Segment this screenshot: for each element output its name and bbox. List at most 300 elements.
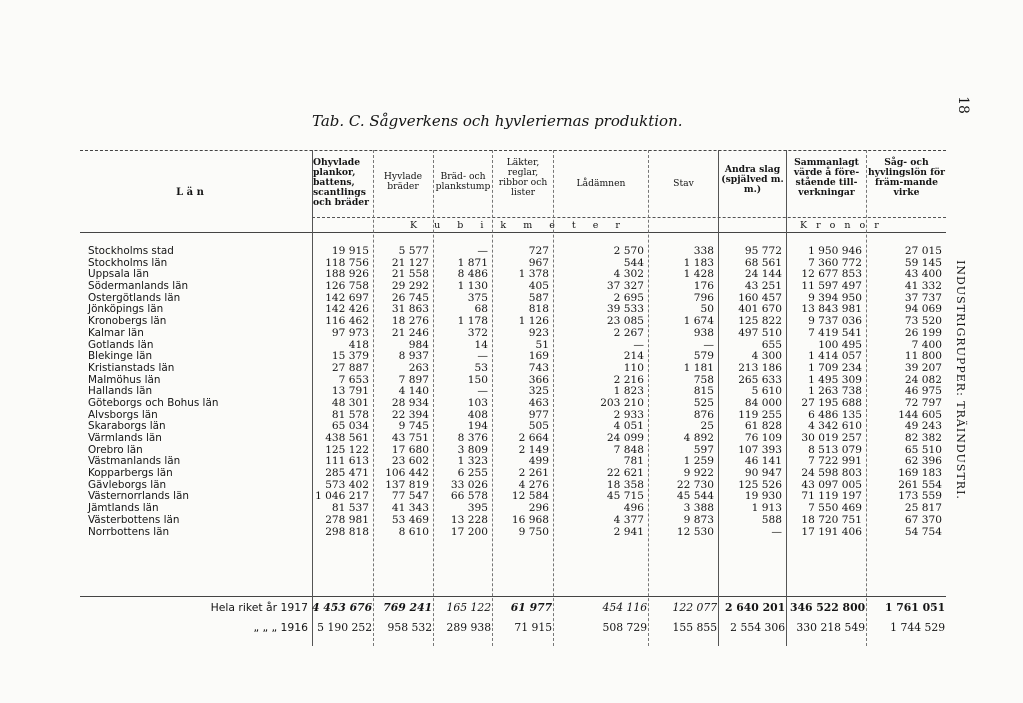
stav-value: 45 544	[676, 491, 714, 503]
stav-value: 1 181	[683, 362, 714, 374]
lakter-value: 743	[528, 362, 549, 374]
hyvlade-value: 26 745	[391, 292, 429, 304]
sag-value: 24 082	[904, 374, 942, 386]
sammanlagt-value: 17 191 406	[801, 526, 862, 538]
brad-value: 13 228	[450, 514, 488, 526]
stav-value: 579	[693, 351, 714, 363]
table-row	[80, 445, 946, 457]
county-name: Stockholms län	[88, 257, 168, 269]
sammanlagt-value: 1 263 738	[808, 386, 862, 398]
sammanlagt-value: 7 360 772	[808, 257, 862, 269]
lakter-value: 977	[528, 409, 549, 421]
table-row	[80, 515, 946, 527]
county-name: Kopparbergs län	[88, 468, 173, 480]
county-name: Jämtlands län	[88, 503, 159, 515]
ladamnen-value: 2 695	[613, 292, 644, 304]
sag-value: 37 737	[904, 292, 942, 304]
brad-value: 1 130	[457, 281, 488, 293]
total-ladamnen: 454 116	[602, 600, 648, 614]
brad-value: 1 178	[457, 316, 488, 328]
andra-value: —	[771, 526, 782, 538]
county-name: Norrbottens län	[88, 526, 170, 538]
table-row	[80, 304, 946, 316]
stav-value: 1 259	[683, 456, 714, 468]
unit-kubikmeter: K u b i k m e t e r	[410, 220, 627, 231]
brad-value: 53	[474, 362, 488, 374]
ladamnen-value: 4 302	[613, 269, 644, 281]
table-row	[80, 421, 946, 433]
stav-value: 1 428	[683, 269, 714, 281]
total-hyvlade: 769 241	[383, 600, 433, 614]
ladamnen-value: 544	[623, 257, 644, 269]
ladamnen-value: —	[633, 339, 644, 351]
andra-value: 46 141	[744, 456, 782, 468]
brad-value: 1 323	[457, 456, 488, 468]
sag-value: 27 015	[904, 246, 942, 257]
stav-value: 815	[693, 386, 714, 398]
lakter-value: 463	[528, 397, 549, 409]
sag-value: 41 332	[904, 281, 942, 293]
county-name: Jönköpings län	[88, 304, 164, 316]
stav-value: 338	[693, 246, 714, 257]
unit-rule	[312, 217, 946, 218]
lakter-value: 967	[528, 257, 549, 269]
lakter-value: 296	[528, 503, 549, 515]
data-table	[80, 246, 946, 538]
county-name: Kalmar län	[88, 327, 144, 339]
header-lakter: Läkter, reglar, ribbor och lister	[498, 157, 548, 198]
header-stav: Stav	[673, 178, 694, 189]
header-ohyvlade: Ohyvlade plankor, battens, scantlings och bräder	[313, 157, 369, 208]
ladamnen-value: 37 327	[606, 281, 644, 293]
stav-value: 4 892	[683, 433, 714, 444]
ladamnen-value: 214	[623, 351, 644, 363]
total-lakter: 71 915	[514, 620, 553, 634]
totals-table	[80, 597, 949, 637]
sammanlagt-value: 11 597 497	[801, 281, 862, 293]
stav-value: 50	[700, 304, 714, 316]
ohyvlade-value: 126 758	[325, 281, 369, 293]
ladamnen-value: 2 216	[613, 374, 644, 386]
sammanlagt-value: 7 550 469	[808, 503, 862, 515]
total-ladamnen: 508 729	[602, 620, 648, 634]
lakter-value: 1 126	[518, 316, 549, 328]
hyvlade-value: 263	[408, 362, 429, 374]
lakter-value: 499	[528, 456, 549, 468]
lakter-value: 923	[528, 327, 549, 339]
table-row	[80, 351, 946, 363]
sag-value: 62 396	[904, 456, 942, 468]
ladamnen-value: 2 933	[613, 409, 644, 421]
county-name: Örebro län	[88, 444, 143, 456]
andra-value: 125 822	[738, 316, 782, 328]
table-row	[80, 456, 946, 468]
hyvlade-value: 8 610	[398, 526, 429, 538]
stav-value: 938	[693, 327, 714, 339]
county-name: Malmöhus län	[88, 374, 161, 386]
hyvlade-value: 984	[408, 339, 429, 351]
ladamnen-value: 781	[623, 456, 644, 468]
sag-value: 59 145	[904, 257, 942, 269]
sammanlagt-value: 1 495 309	[808, 374, 862, 386]
table-row	[80, 293, 946, 305]
lakter-value: 51	[535, 339, 549, 351]
sammanlagt-value: 6 486 135	[808, 409, 862, 421]
table-row	[80, 398, 946, 410]
sammanlagt-value: 4 342 610	[808, 421, 862, 433]
brad-value: 68	[474, 304, 488, 316]
stav-value: 597	[693, 444, 714, 456]
sammanlagt-value: 9 394 950	[808, 292, 862, 304]
stav-value: 796	[693, 292, 714, 304]
county-name: Gävleborgs län	[88, 479, 167, 491]
table-row	[80, 468, 946, 480]
county-name: Hallands län	[88, 386, 153, 398]
total-stav: 122 077	[672, 600, 718, 614]
ohyvlade-value: 278 981	[325, 514, 369, 526]
ohyvlade-value: 285 471	[325, 468, 369, 480]
stav-value: 22 730	[676, 479, 714, 491]
hyvlade-value: 8 937	[398, 351, 429, 363]
sag-value: 73 520	[904, 316, 942, 328]
brad-value: 66 578	[450, 491, 488, 503]
table-row	[80, 316, 946, 328]
sammanlagt-value: 24 598 803	[801, 468, 862, 480]
hyvlade-value: 53 469	[391, 514, 429, 526]
andra-value: 107 393	[738, 444, 782, 456]
sag-value: 54 754	[904, 526, 942, 538]
ohyvlade-value: 48 301	[331, 397, 369, 409]
andra-value: 213 186	[738, 362, 782, 374]
sammanlagt-value: 1 950 946	[808, 246, 862, 257]
header-rule	[80, 232, 946, 233]
stav-value: 3 388	[683, 503, 714, 515]
andra-value: 95 772	[744, 246, 782, 257]
total-label: „ „ „ 1916	[253, 620, 308, 634]
brad-value: 8 486	[457, 269, 488, 281]
andra-value: 655	[761, 339, 782, 351]
header-sammanlagt: Sammanlagt värde å före-stående till-verkningar	[793, 157, 860, 198]
ohyvlade-value: 573 402	[325, 479, 369, 491]
ohyvlade-value: 438 561	[325, 433, 369, 444]
andra-value: 5 610	[751, 386, 782, 398]
ohyvlade-value: 7 653	[338, 374, 369, 386]
stav-value: 876	[693, 409, 714, 421]
ladamnen-value: 18 358	[606, 479, 644, 491]
lakter-value: 169	[528, 351, 549, 363]
brad-value: 194	[467, 421, 488, 433]
ladamnen-value: 39 533	[606, 304, 644, 316]
ladamnen-value: 45 715	[606, 491, 644, 503]
andra-value: 24 144	[744, 269, 782, 281]
ohyvlade-value: 15 379	[331, 351, 369, 363]
ohyvlade-value: 118 756	[325, 257, 369, 269]
hyvlade-value: 22 394	[391, 409, 429, 421]
table-row	[80, 503, 946, 515]
andra-value: 76 109	[744, 433, 782, 444]
hyvlade-value: 137 819	[385, 479, 429, 491]
ohyvlade-value: 19 915	[331, 246, 369, 257]
top-rule	[80, 150, 946, 151]
ohyvlade-value: 188 926	[325, 269, 369, 281]
sag-value: 144 605	[898, 409, 942, 421]
sammanlagt-value: 1 414 057	[808, 351, 862, 363]
sag-value: 67 370	[904, 514, 942, 526]
ohyvlade-value: 97 973	[331, 327, 369, 339]
total-andra: 2 640 201	[725, 600, 786, 614]
hyvlade-value: 29 292	[391, 281, 429, 293]
ohyvlade-value: 81 537	[331, 503, 369, 515]
andra-value: 160 457	[738, 292, 782, 304]
brad-value: —	[477, 246, 488, 257]
sammanlagt-value: 30 019 257	[801, 433, 862, 444]
sammanlagt-value: 1 709 234	[808, 362, 862, 374]
header-andra: Andra slag (spjälved m. m.)	[721, 164, 784, 195]
ohyvlade-value: 81 578	[331, 409, 369, 421]
brad-value: 6 255	[457, 468, 488, 480]
sammanlagt-value: 9 737 036	[808, 316, 862, 328]
hyvlade-value: 21 127	[391, 257, 429, 269]
total-hyvlade: 958 532	[387, 620, 433, 634]
county-name: Värmlands län	[88, 433, 162, 444]
sag-value: 46 975	[904, 386, 942, 398]
side-title: INDUSTRIGRUPPER: TRÄINDUSTRI.	[954, 260, 967, 500]
ladamnen-value: 2 267	[613, 327, 644, 339]
ladamnen-value: 1 823	[613, 386, 644, 398]
total-ohyvlade: 4 453 676	[312, 600, 373, 614]
brad-value: 150	[467, 374, 488, 386]
total-sag: 1 744 529	[890, 620, 946, 634]
ladamnen-value: 2 570	[613, 246, 644, 257]
lakter-value: 2 261	[518, 468, 549, 480]
ohyvlade-value: 1 046 217	[315, 491, 369, 503]
andra-value: 68 561	[744, 257, 782, 269]
stav-value: —	[703, 339, 714, 351]
table-row	[80, 246, 946, 258]
hyvlade-value: 28 934	[391, 397, 429, 409]
sammanlagt-value: 7 722 991	[808, 456, 862, 468]
stav-value: 12 530	[676, 526, 714, 538]
table-row	[80, 340, 946, 352]
hyvlade-value: 31 863	[391, 304, 429, 316]
hyvlade-value: 21 246	[391, 327, 429, 339]
county-name: Blekinge län	[88, 351, 153, 363]
sag-value: 26 199	[904, 327, 942, 339]
sammanlagt-value: 43 097 005	[801, 479, 862, 491]
brad-value: 395	[467, 503, 488, 515]
table-title: Tab. C. Sågverkens och hyvleriernas produktion.	[312, 112, 683, 130]
lakter-value: 2 664	[518, 433, 549, 444]
stav-value: 525	[693, 397, 714, 409]
lakter-value: 4 276	[518, 479, 549, 491]
sammanlagt-value: 12 677 853	[801, 269, 862, 281]
header-sag: Såg- och hyvlingslön för främ-mande virke	[867, 157, 946, 198]
ladamnen-value: 2 941	[613, 526, 644, 538]
sag-value: 65 510	[904, 444, 942, 456]
andra-value: 497 510	[738, 327, 782, 339]
sag-value: 94 069	[904, 304, 942, 316]
andra-value: 84 000	[744, 397, 782, 409]
brad-value: 103	[467, 397, 488, 409]
hyvlade-value: 106 442	[385, 468, 429, 480]
sag-value: 173 559	[898, 491, 942, 503]
ladamnen-value: 7 848	[613, 444, 644, 456]
sammanlagt-value: 100 495	[818, 339, 862, 351]
brad-value: 1 871	[457, 257, 488, 269]
table-row	[80, 491, 946, 503]
andra-value: 588	[761, 514, 782, 526]
lakter-value: 2 149	[518, 444, 549, 456]
lakter-value: 16 968	[511, 514, 549, 526]
lakter-value: 325	[528, 386, 549, 398]
hyvlade-value: 4 140	[398, 386, 429, 398]
hyvlade-value: 41 343	[391, 503, 429, 515]
andra-value: 1 913	[751, 503, 782, 515]
sag-value: 72 797	[904, 397, 942, 409]
andra-value: 61 828	[744, 421, 782, 433]
table-row	[80, 480, 946, 492]
ladamnen-value: 4 377	[613, 514, 644, 526]
county-name: Kristianstads län	[88, 362, 175, 374]
ohyvlade-value: 111 613	[325, 456, 369, 468]
table-row	[80, 281, 946, 293]
total-stav: 155 855	[672, 620, 718, 634]
sag-value: 7 400	[911, 339, 942, 351]
ladamnen-value: 23 085	[606, 316, 644, 328]
hyvlade-value: 7 897	[398, 374, 429, 386]
hyvlade-value: 18 276	[391, 316, 429, 328]
lakter-value: 818	[528, 304, 549, 316]
total-label: Hela riket år 1917	[210, 600, 308, 614]
header-brad: Bräd- och plankstump	[435, 171, 491, 192]
ladamnen-value: 203 210	[600, 397, 644, 409]
stav-value: 9 873	[683, 514, 714, 526]
hyvlade-value: 9 745	[398, 421, 429, 433]
total-sammanlagt: 330 218 549	[796, 620, 866, 634]
unit-kronor: K r o n o r	[800, 220, 882, 231]
stav-value: 9 922	[683, 468, 714, 480]
lakter-value: 366	[528, 374, 549, 386]
sag-value: 11 800	[904, 351, 942, 363]
brad-value: 8 376	[457, 433, 488, 444]
sammanlagt-value: 7 419 541	[808, 327, 862, 339]
county-name: Västerbottens län	[88, 514, 180, 526]
total-row-1917	[80, 597, 949, 617]
ladamnen-value: 24 099	[606, 433, 644, 444]
brad-value: 408	[467, 409, 488, 421]
county-name: Göteborgs och Bohus län	[88, 397, 219, 409]
county-name: Älvsborgs län	[88, 409, 158, 421]
table-row	[80, 269, 946, 281]
table-row	[80, 386, 946, 398]
andra-value: 401 670	[738, 304, 782, 316]
header-lan: L ä n	[176, 187, 204, 198]
ladamnen-value: 496	[623, 503, 644, 515]
county-name: Västernorrlands län	[88, 491, 189, 503]
county-name: Södermanlands län	[88, 281, 189, 293]
ohyvlade-value: 418	[348, 339, 369, 351]
total-sag: 1 761 051	[885, 600, 946, 614]
table-row	[80, 363, 946, 375]
county-name: Kronobergs län	[88, 316, 167, 328]
ohyvlade-value: 125 122	[325, 444, 369, 456]
brad-value: —	[477, 386, 488, 398]
stav-value: 25	[700, 421, 714, 433]
ohyvlade-value: 65 034	[331, 421, 369, 433]
lakter-value: 505	[528, 421, 549, 433]
brad-value: 17 200	[450, 526, 488, 538]
lakter-value: 12 584	[511, 491, 549, 503]
andra-value: 90 947	[744, 468, 782, 480]
total-sammanlagt: 346 522 800	[789, 600, 866, 614]
sammanlagt-value: 18 720 751	[801, 514, 862, 526]
brad-value: 3 809	[457, 444, 488, 456]
lakter-value: 405	[528, 281, 549, 293]
page-number: 18	[955, 96, 971, 114]
ohyvlade-value: 298 818	[325, 526, 369, 538]
county-name: Västmanlands län	[88, 456, 181, 468]
table-row	[80, 527, 946, 539]
brad-value: 14	[474, 339, 488, 351]
county-name: Uppsala län	[88, 269, 149, 281]
lakter-value: 727	[528, 246, 549, 257]
sag-value: 49 243	[904, 421, 942, 433]
ladamnen-value: 4 051	[613, 421, 644, 433]
ohyvlade-value: 13 791	[331, 386, 369, 398]
hyvlade-value: 77 547	[391, 491, 429, 503]
lakter-value: 587	[528, 292, 549, 304]
andra-value: 19 930	[744, 491, 782, 503]
total-ohyvlade: 5 190 252	[317, 620, 373, 634]
ohyvlade-value: 116 462	[325, 316, 369, 328]
county-name: Gotlands län	[88, 339, 154, 351]
stav-value: 176	[693, 281, 714, 293]
ohyvlade-value: 142 426	[325, 304, 369, 316]
stav-value: 1 674	[683, 316, 714, 328]
andra-value: 4 300	[751, 351, 782, 363]
hyvlade-value: 17 680	[391, 444, 429, 456]
brad-value: 33 026	[450, 479, 488, 491]
stav-value: 758	[693, 374, 714, 386]
andra-value: 43 251	[744, 281, 782, 293]
hyvlade-value: 43 751	[391, 433, 429, 444]
total-lakter: 61 977	[510, 600, 553, 614]
sammanlagt-value: 27 195 688	[801, 397, 862, 409]
andra-value: 119 255	[738, 409, 782, 421]
table-row	[80, 258, 946, 270]
table-row	[80, 328, 946, 340]
sag-value: 169 183	[898, 468, 942, 480]
brad-value: —	[477, 351, 488, 363]
andra-value: 265 633	[738, 374, 782, 386]
table-row	[80, 433, 946, 445]
county-name: Stockholms stad	[88, 246, 174, 257]
hyvlade-value: 21 558	[391, 269, 429, 281]
sammanlagt-value: 13 843 981	[801, 304, 862, 316]
county-name: Skaraborgs län	[88, 421, 166, 433]
lakter-value: 9 750	[518, 526, 549, 538]
sammanlagt-value: 8 513 079	[808, 444, 862, 456]
sag-value: 39 207	[904, 362, 942, 374]
total-brad: 165 122	[446, 600, 492, 614]
hyvlade-value: 23 602	[391, 456, 429, 468]
ohyvlade-value: 27 887	[331, 362, 369, 374]
brad-value: 372	[467, 327, 488, 339]
sammanlagt-value: 71 119 197	[801, 491, 862, 503]
hyvlade-value: 5 577	[398, 246, 429, 257]
brad-value: 375	[467, 292, 488, 304]
county-name: Östergötlands län	[88, 292, 181, 304]
